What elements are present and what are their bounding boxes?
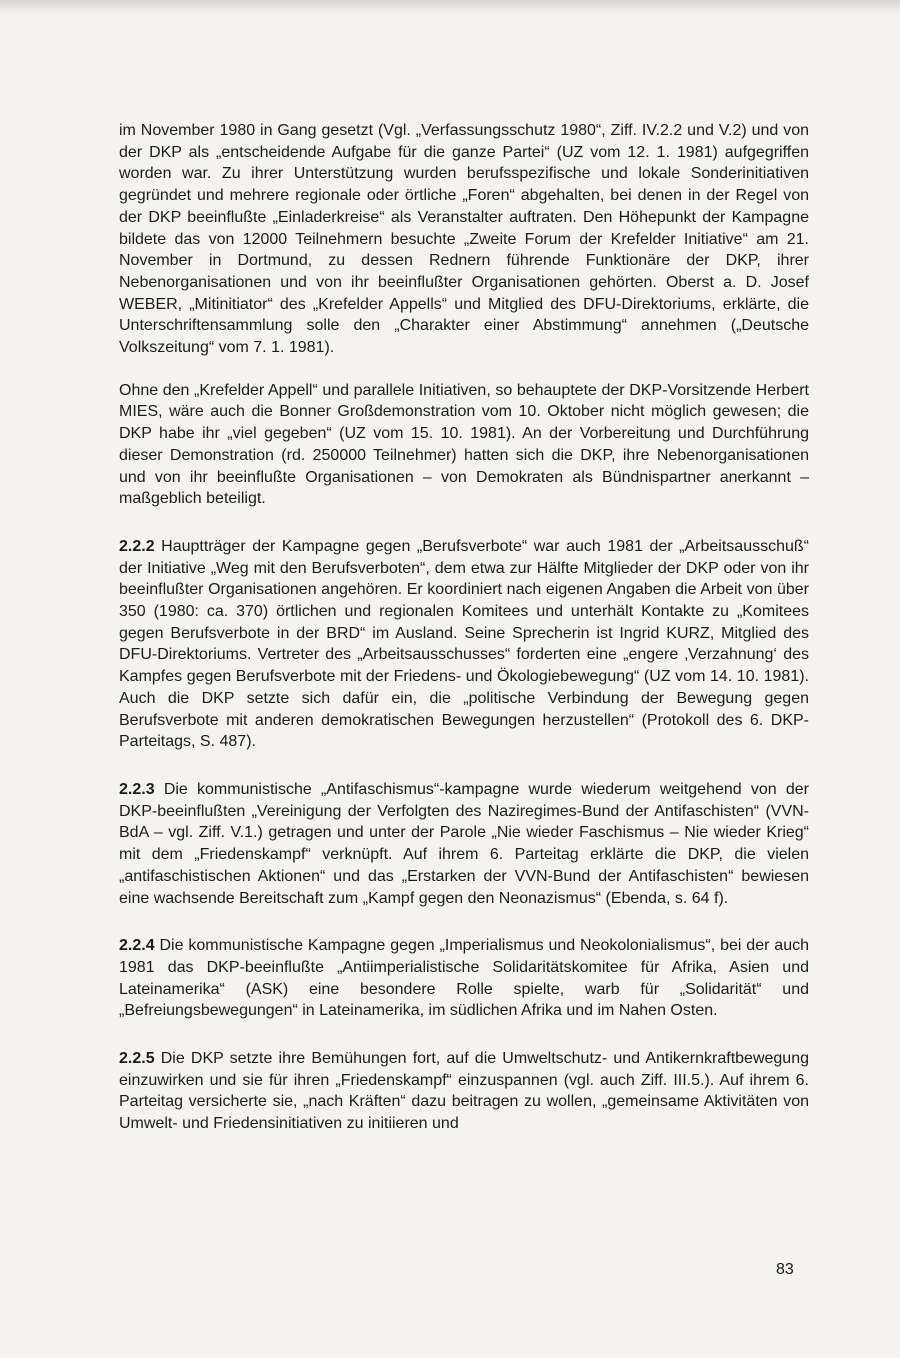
scan-edge-shadow xyxy=(0,0,900,14)
paragraph-text: Ohne den „Krefelder Appell“ und parallele Initiativen, so behauptete der DKP-Vorsitzende Herbert MIES, wäre auch die Bonner Großdemonstration vom 10. Oktober nicht möglich gewesen; die DKP habe ihr „viel gegeben“ (UZ vom 15. 10. 1981). An der Vorbereitung und Durchführung dieser Demonstration (rd. 250000 Teilnehmer) hatten sich die DKP, ihre Nebenorganisationen und von ihr beeinflußte Organisationen – von Demokraten als Bündnispartner anerkannt – maßgeblich beteiligt. xyxy=(119,381,809,508)
paragraph-intro xyxy=(119,120,809,359)
section-number: 2.2.3 xyxy=(119,780,155,798)
body-text xyxy=(119,120,809,1156)
paragraph-text: Die DKP setzte ihre Bemühungen fort, auf die Umweltschutz- und Antikernkraftbewegung einzuwirken und sie für ihren „Friedenskampf“ einzuspannen (vgl. auch Ziff. III.5.). Auf ihrem 6. Parteitag versicherte sie, „nach Kräften“ dazu beitragen zu wollen, „gemeinsame Aktivitäten von Umwelt- und Friedensinitiativen zu initiieren und xyxy=(119,1050,809,1133)
paragraph-text: im November 1980 in Gang gesetzt (Vgl. „Verfassungsschutz 1980“, Ziff. IV.2.2 und V.2) und von der DKP als „entscheidende Aufgabe für die ganze Partei“ (UZ vom 12. 1. 1981) aufgegriffen worden war. Zu ihrer Unterstützung wurden berufsspezifische und lokale Sonderinitiativen gegründet und mehrere regionale oder örtliche „Foren“ abgehalten, bei denen in der Regel von der DKP beeinflußte „Einladerkreise“ als Veranstalter auftraten. Den Höhepunkt der Kampagne bildete das von 12000 Teilnehmern besuchte „Zweite Forum der Krefelder Initiative“ am 21. November in Dortmund, zu dessen Rednern führende Funktionäre der DKP, ihrer Nebenorganisationen und von ihr beeinflußter Organisationen gehörten. Oberst a. D. Josef WEBER, „Mitinitiator“ des „Krefelder Appells“ und Mitglied des DFU-Direktoriums, erklärte, die Unterschriftensammlung solle den „Charakter einer Abstimmung“ annehmen („Deutsche Volkszeitung“ vom 7. 1. 1981). xyxy=(119,122,809,357)
paragraph-text: Die kommunistische „Antifaschismus“-kampagne wurde wiederum weitgehend von der DKP-beeinflußten „Vereinigung der Verfolgten des Naziregimes-Bund der Antifaschisten“ (VVN-BdA – vgl. Ziff. V.1.) getragen und unter der Parole „Nie wieder Faschismus – Nie wieder Krieg“ mit dem „Friedenskampf“ verknüpft. Auf ihrem 6. Parteitag erklärte die DKP, die vielen „antifaschistischen Aktionen“ und das „Erstarken der VVN-Bund der Antifaschisten“ bewiesen eine wachsende Bereitschaft zum „Kampf gegen den Neonazismus“ (Ebenda, s. 64 f). xyxy=(119,780,809,907)
section-2-2-3 xyxy=(119,779,809,909)
section-2-2-2 xyxy=(119,536,809,753)
section-number: 2.2.5 xyxy=(119,1050,155,1068)
paragraph-krefelder xyxy=(119,380,809,510)
paragraph-text: Hauptträger der Kampagne gegen „Berufsverbote“ war auch 1981 der „Arbeitsausschuß“ der Initiative „Weg mit den Berufsverboten“, dem etwa zur Hälfte Mitglieder der DKP oder von ihr beeinflußter Organisationen angehören. Er koordiniert nach eigenen Angaben die Arbeit von über 350 (1980: ca. 370) örtlichen und regionalen Komitees und unterhält Kontakte zu „Komitees gegen Berufsverbote in der BRD“ im Ausland. Seine Sprecherin ist Ingrid KURZ, Mitglied des DFU-Direktoriums. Vertreter des „Arbeitsausschusses“ forderten eine „engere ‚Verzahnung‘ des Kampfes gegen Berufsverbote mit der Friedens- und Ökologiebewegung“ (UZ vom 14. 10. 1981). Auch die DKP setzte sich dafür ein, die „politische Verbindung der Bewegung gegen Berufsverbote mit anderen demokratischen Bewegungen herzustellen“ (Protokoll des 6. DKP-Parteitags, S. 487). xyxy=(119,537,809,751)
section-2-2-4 xyxy=(119,935,809,1022)
section-number: 2.2.2 xyxy=(119,537,155,555)
section-number: 2.2.4 xyxy=(119,937,155,955)
section-2-2-5 xyxy=(119,1048,809,1135)
paragraph-text: Die kommunistische Kampagne gegen „Imperialismus und Neokolonialismus“, bei der auch 1981 das DKP-beeinflußte „Antiimperialistische Solidaritätskomitee für Afrika, Asien und Lateinamerika“ (ASK) eine besondere Rolle spielte, warb für „Solidarität“ und „Befreiungsbewegungen“ in Lateinamerika, im südlichen Afrika und im Nahen Osten. xyxy=(119,937,809,1020)
page-number: 83 xyxy=(776,1261,794,1278)
